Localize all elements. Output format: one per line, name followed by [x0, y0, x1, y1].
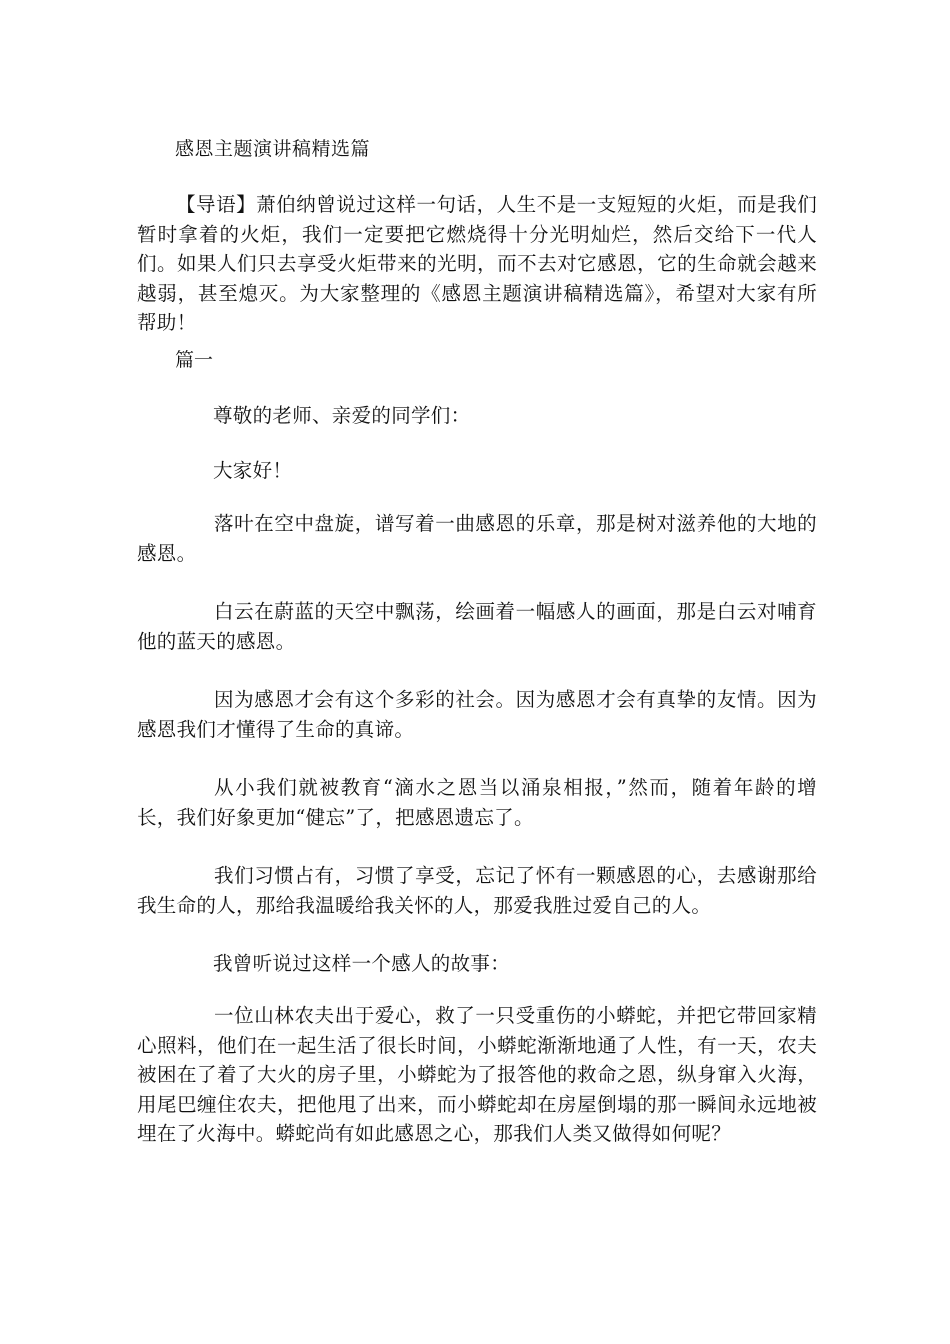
body-paragraph: 我们习惯占有，习惯了享受，忘记了怀有一颗感恩的心，去感谢那给我生命的人，那给我温暖给我关怀的人，那爱我胜过爱自己的人。 [137, 864, 817, 917]
body-paragraph: 我曾听说过这样一个感人的故事： [213, 952, 511, 975]
body-paragraph: 落叶在空中盘旋，谱写着一曲感恩的乐章，那是树对滋养他的大地的感恩。 [137, 512, 817, 565]
section-heading: 篇一 [175, 349, 214, 371]
body-paragraph: 白云在蔚蓝的天空中飘荡，绘画着一幅感人的画面，那是白云对哺育他的蓝天的感恩。 [137, 600, 817, 653]
body-paragraph: 从小我们就被教育“滴水之恩当以涌泉相报，”然而，随着年龄的增长，我们好象更加“健忘”了，把感恩遗忘了。 [137, 776, 817, 829]
greeting: 大家好！ [213, 459, 293, 482]
intro-paragraph: 【导语】萧伯纳曾说过这样一句话，人生不是一支短短的火炬，而是我们暂时拿着的火炬，我们一定要把它燃烧得十分光明灿烂，然后交给下一代人们。如果人们只去享受火炬带来的光明，而不去对它感恩，它的生命就会越来越弱，甚至熄灭。为大家整理的《感恩主题演讲稿精选篇》，希望对大家有所帮助！ [137, 193, 817, 334]
salutation: 尊敬的老师、亲爱的同学们： [213, 404, 471, 427]
body-paragraph: 因为感恩才会有这个多彩的社会。因为感恩才会有真挚的友情。因为感恩我们才懂得了生命的真谛。 [137, 688, 817, 741]
body-paragraph: 一位山林农夫出于爱心，救了一只受重伤的小蟒蛇，并把它带回家精心照料，他们在一起生活了很长时间，小蟒蛇渐渐地通了人性，有一天，农夫被困在了着了大火的房子里，小蟒蛇为了报答他的救命之恩，纵身窜入火海，用尾巴缠住农夫，把他甩了出来，而小蟒蛇却在房屋倒塌的那一瞬间永远地被埋在了火海中。蟒蛇尚有如此感恩之心，那我们人类又做得如何呢？ [137, 1004, 817, 1145]
document-title: 感恩主题演讲稿精选篇 [175, 138, 371, 160]
